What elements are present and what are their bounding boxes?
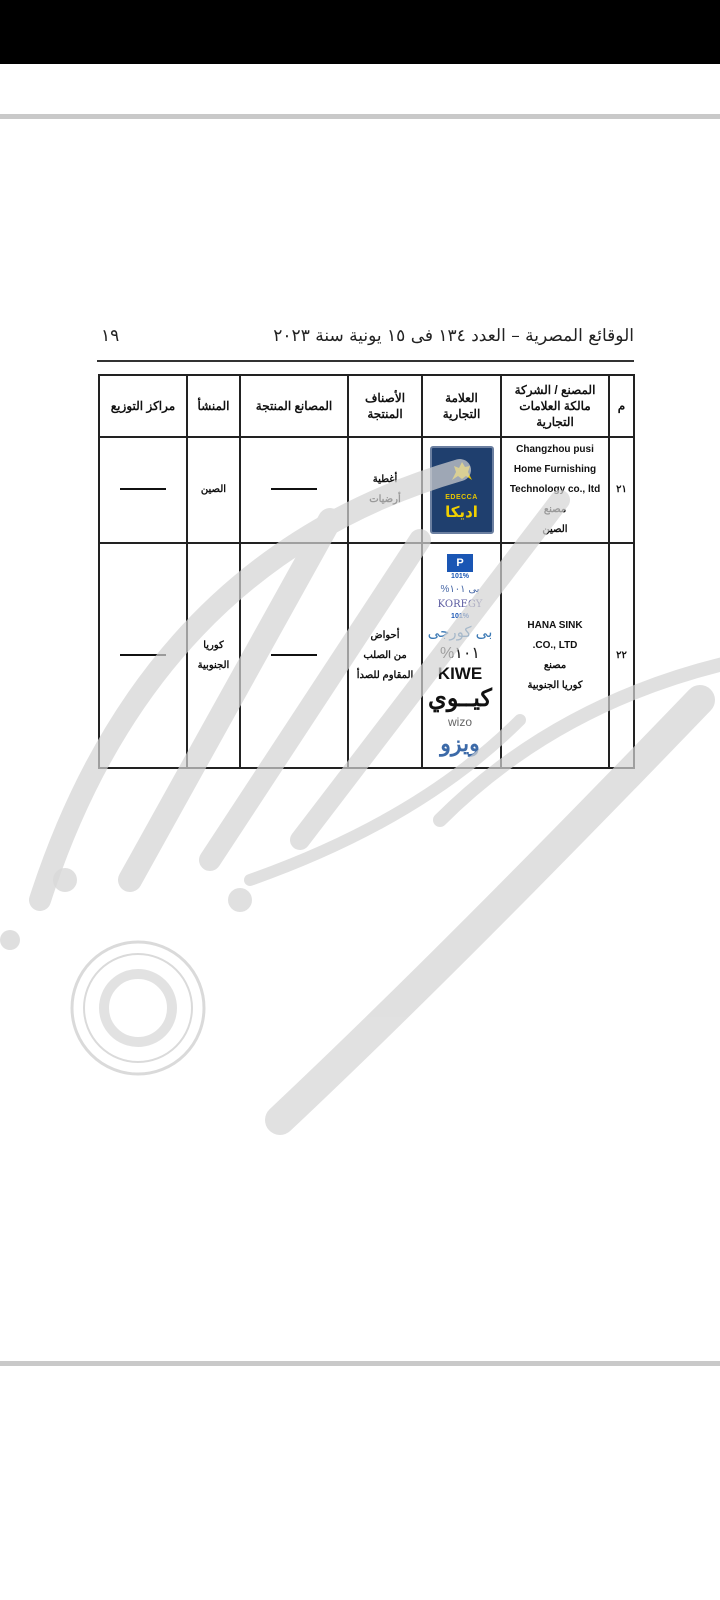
korecy-arabic: بى كورجى: [427, 623, 493, 641]
factories-cell: [240, 543, 348, 768]
owner-cell: HANA SINK CO., LTD. مصنع كوريا الجنوبية: [501, 543, 609, 768]
trademark-table: [98, 374, 635, 769]
distribution-cell: [99, 543, 187, 768]
watermark-dot: [53, 868, 77, 892]
trademark-cell: [422, 543, 501, 768]
watermark-dot: [228, 888, 252, 912]
header-underline: [97, 360, 634, 362]
kiwe-arabic: كيــوي: [428, 684, 492, 712]
empty-dash: [271, 654, 317, 656]
col-origin: المنشأ: [187, 375, 240, 437]
edecca-logo: [430, 446, 494, 534]
empty-dash: [120, 654, 166, 656]
row-index: ٢١: [609, 437, 634, 543]
wizo-arabic: ويزو: [440, 730, 480, 756]
trademark-cell: [422, 437, 501, 543]
top-divider: [0, 114, 720, 119]
kiwe-logo: KIWE: [437, 663, 483, 683]
p101-arabic: بى ١٠١%: [440, 583, 480, 595]
row-index: ٢٢: [609, 543, 634, 768]
page-title: الوقائع المصرية – العدد ١٣٤ فى ١٥ يونية سنة ٢٠٢٣: [273, 326, 634, 346]
p101-subtext: 101%: [451, 572, 469, 580]
col-factories: المصانع المنتجة: [240, 375, 348, 437]
percent-arabic: ١٠١%: [439, 644, 480, 662]
edecca-latin: EDECCA: [445, 494, 478, 501]
categories-cell: أحواض من الصلب المقاوم للصدأ: [348, 543, 422, 768]
watermark-dot: [0, 930, 20, 950]
trademark-list: [422, 554, 498, 758]
seal-stamp: [72, 942, 204, 1074]
empty-dash: [271, 488, 317, 490]
distribution-cell: [99, 437, 187, 543]
korecy-subtext: 101%: [451, 612, 469, 620]
p101-logo: P: [447, 554, 473, 572]
owner-cell: Changzhou pusi Home Furnishing Technology co., ltd مصنع الصين: [501, 437, 609, 543]
empty-dash: [120, 488, 166, 490]
page-number: ١٩: [101, 326, 120, 346]
page-header: [97, 318, 634, 358]
table-row: [99, 437, 634, 543]
categories-cell: أغطية أرضيات: [348, 437, 422, 543]
wizo-logo: wizo: [447, 714, 472, 729]
factories-cell: [240, 437, 348, 543]
horse-rider-icon: [448, 458, 476, 484]
origin-cell: الصين: [187, 437, 240, 543]
col-index: م: [609, 375, 634, 437]
col-trademark: العلامة التجارية: [422, 375, 501, 437]
bottom-divider: [0, 1361, 720, 1366]
table-row: [99, 543, 634, 768]
table-header-row: [99, 375, 634, 437]
origin-cell: كوريا الجنوبية: [187, 543, 240, 768]
status-bar: [0, 0, 720, 64]
korecy-logo: KOREGY: [437, 598, 483, 610]
col-distribution: مراكز التوزيع: [99, 375, 187, 437]
col-categories: الأصناف المنتجة: [348, 375, 422, 437]
col-owner: المصنع / الشركة مالكة العلامات التجارية: [501, 375, 609, 437]
edecca-arabic: اديكا: [445, 503, 478, 521]
